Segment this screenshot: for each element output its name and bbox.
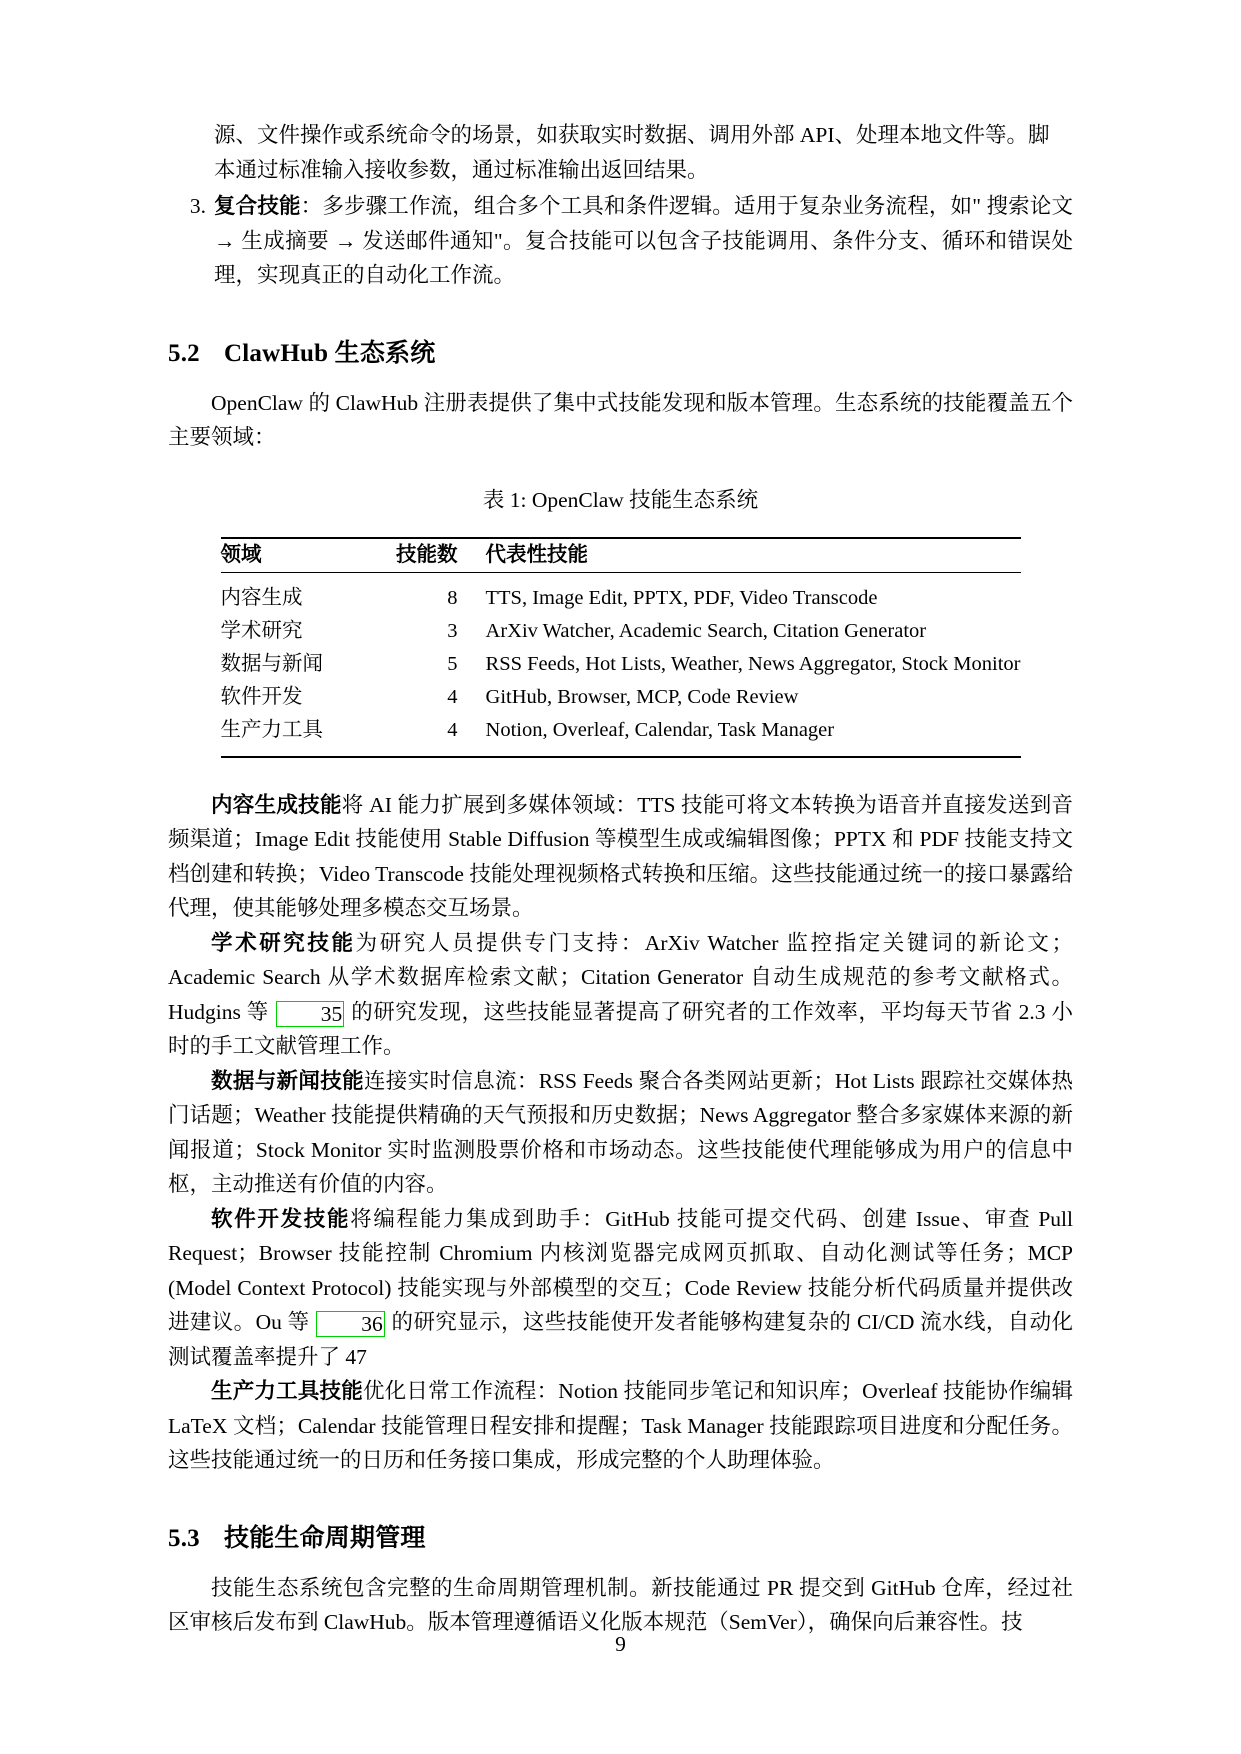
list-item: [168, 189, 1073, 293]
paragraph-content-generation: [168, 788, 1073, 926]
table-header-skills: 代表性技能: [486, 538, 1021, 573]
citation-link-35[interactable]: [276, 1001, 345, 1027]
citation-number-35: 35: [320, 1001, 343, 1026]
table-cell-domain: 软件开发: [220, 685, 303, 708]
table-1-block: [168, 485, 1073, 758]
list-carryover-item: [168, 118, 1073, 187]
table-cell-skills: RSS Feeds, Hot Lists, Weather, News Aggregator, Stock Monitor: [485, 652, 1021, 675]
paragraph-body-productivity: 优化日常工作流程：Notion 技能同步笔记和知识库；Overleaf 技能协作编辑 LaTeX 文档；Calendar 技能管理日程安排和提醒；Task Manager 技能跟踪项目进度和分配任务。这些技能通过统一的日历和任务接口集成，形成完整的个人助理体验。: [168, 1379, 1073, 1472]
carryover-line-2: 本通过标准输入接收参数，通过标准输出返回结果。: [214, 157, 709, 182]
table-cell-domain: 生产力工具: [221, 714, 364, 757]
table-row: [221, 681, 1021, 714]
table-cell-count: 3: [447, 619, 458, 642]
citation-link-36[interactable]: [316, 1311, 385, 1337]
table-header-domain: 领域: [221, 538, 364, 573]
section-53-body: 技能生态系统包含完整的生命周期管理机制。新技能通过 PR 提交到 GitHub 仓库，经过社区审核后发布到 ClawHub。版本管理遵循语义化版本规范（SemVer），确保向后兼容性。技: [168, 1575, 1073, 1634]
table-cell-count: 8: [363, 572, 485, 615]
paragraph-body-content-generation: 将 AI 能力扩展到多媒体领域：TTS 技能可将文本转换为语音并直接发送到音频渠道；Image Edit 技能使用 Stable Diffusion 等模型生成或编辑图像；PPTX 和 PDF 技能支持文档创建和转换；Video Transcode 技能处理视频格式转换和压缩。这些技能通过统一的接口暴露给代理，使其能够处理多模态交互场景。: [168, 792, 1073, 920]
section-heading-5-3: [168, 1524, 1073, 1554]
section-52-intro: OpenClaw 的 ClawHub 注册表提供了集中式技能发现和版本管理。生态系统的技能覆盖五个主要领域：: [168, 390, 1073, 449]
table-row: [221, 714, 1021, 757]
paragraph-body-data-news: 连接实时信息流：RSS Feeds 聚合各类网站更新；Hot Lists 跟踪社交媒体热门话题；Weather 技能提供精确的天气预报和历史数据；News Aggregator 整合多家媒体来源的新闻报道；Stock Monitor 实时监测股票价格和市场动态。这些技能使代理能够成为用户的信息中枢，主动推送有价值的内容。: [168, 1068, 1073, 1196]
page-content: [168, 118, 1073, 1640]
paragraph-term-software-dev: 软件开发技能: [211, 1206, 351, 1231]
numbered-list: [168, 189, 1073, 293]
table-cell-skills: ArXiv Watcher, Academic Search, Citation Generator: [485, 619, 927, 642]
paragraph-term-productivity: 生产力工具技能: [211, 1379, 363, 1403]
paragraph-body-academic-before: 为研究人员提供专门支持：ArXiv Watcher 监控指定关键词的新论文；Academic Search 从学术数据库检索文献；Citation Generator 自动生成规范的参考文献格式。Hudgins 等: [168, 930, 1073, 1024]
skill-ecosystem-table: [221, 537, 1021, 758]
table-cell-count: 4: [363, 714, 485, 757]
list-item-text: ：多步骤工作流，组合多个工具和条件逻辑。适用于复杂业务流程，如" 搜索论文 → 生成摘要 → 发送邮件通知"。复合技能可以包含子技能调用、条件分支、循环和错误处理，实现真正的自动化工作流。: [214, 194, 1073, 287]
paragraph-body-academic-after: 的研究发现，这些技能显著提高了研究者的工作效率，平均每天节省 2.3 小时的手工文献管理工作。: [168, 999, 1073, 1058]
table-cell-skills: TTS, Image Edit, PPTX, PDF, Video Transcode: [486, 572, 1021, 615]
section-number-5-3: 5.3: [168, 1524, 200, 1552]
section-heading-5-2: [168, 339, 1073, 369]
table-caption: 表 1: OpenClaw 技能生态系统: [482, 487, 759, 512]
page-number: 9: [615, 1632, 626, 1656]
table-cell-count: 4: [447, 685, 458, 708]
table-header-row: [221, 538, 1021, 573]
table-row: [221, 648, 1021, 681]
paragraph-data-news: [168, 1064, 1073, 1202]
paragraph-term-academic-research: 学术研究技能: [211, 930, 356, 955]
list-carryover-block: [168, 118, 1073, 187]
table-cell-domain: 内容生成: [221, 572, 364, 615]
table-row: [221, 615, 1021, 648]
paragraph-productivity: [168, 1374, 1073, 1478]
table-cell-skills: Notion, Overleaf, Calendar, Task Manager: [486, 714, 1021, 757]
table-cell-skills: GitHub, Browser, MCP, Code Review: [485, 685, 799, 708]
paragraph-software-dev: [168, 1202, 1073, 1375]
section-title-5-3: 技能生命周期管理: [224, 1524, 426, 1552]
paragraph-academic-research: [168, 926, 1073, 1064]
list-item-term: 复合技能: [214, 194, 301, 218]
citation-number-36: 36: [361, 1312, 383, 1336]
paragraph-body-software-after: 的研究显示，这些技能使开发者能够构建复杂的 CI/CD 流水线，自动化测试覆盖率提升了 47: [168, 1310, 1074, 1369]
section-title-5-2: ClawHub 生态系统: [224, 339, 436, 367]
table-cell-domain: 数据与新闻: [220, 652, 323, 675]
paragraph-body-software-before: 将编程能力集成到助手：GitHub 技能可提交代码、创建 Issue、审查 Pull Request；Browser 技能控制 Chromium 内核浏览器完成网页抓取、自动化测试等任务；MCP (Model Context Protocol) 技能实现与外部模型的交互；Code Review 技能分析代码质量并提供改进建议。Ou 等: [168, 1206, 1073, 1334]
table-header-count: 技能数: [363, 538, 485, 573]
table-cell-count: 5: [447, 652, 458, 675]
paragraph-term-data-news: 数据与新闻技能: [211, 1068, 364, 1093]
carryover-line-1: 源、文件操作或系统命令的场景，如获取实时数据、调用外部 API、处理本地文件等。脚: [214, 123, 1050, 147]
section-number-5-2: 5.2: [168, 339, 200, 367]
paragraph-term-content-generation: 内容生成技能: [211, 792, 342, 817]
table-cell-domain: 学术研究: [220, 619, 303, 642]
list-item-number: 3.: [189, 194, 206, 218]
table-row: [221, 572, 1021, 615]
